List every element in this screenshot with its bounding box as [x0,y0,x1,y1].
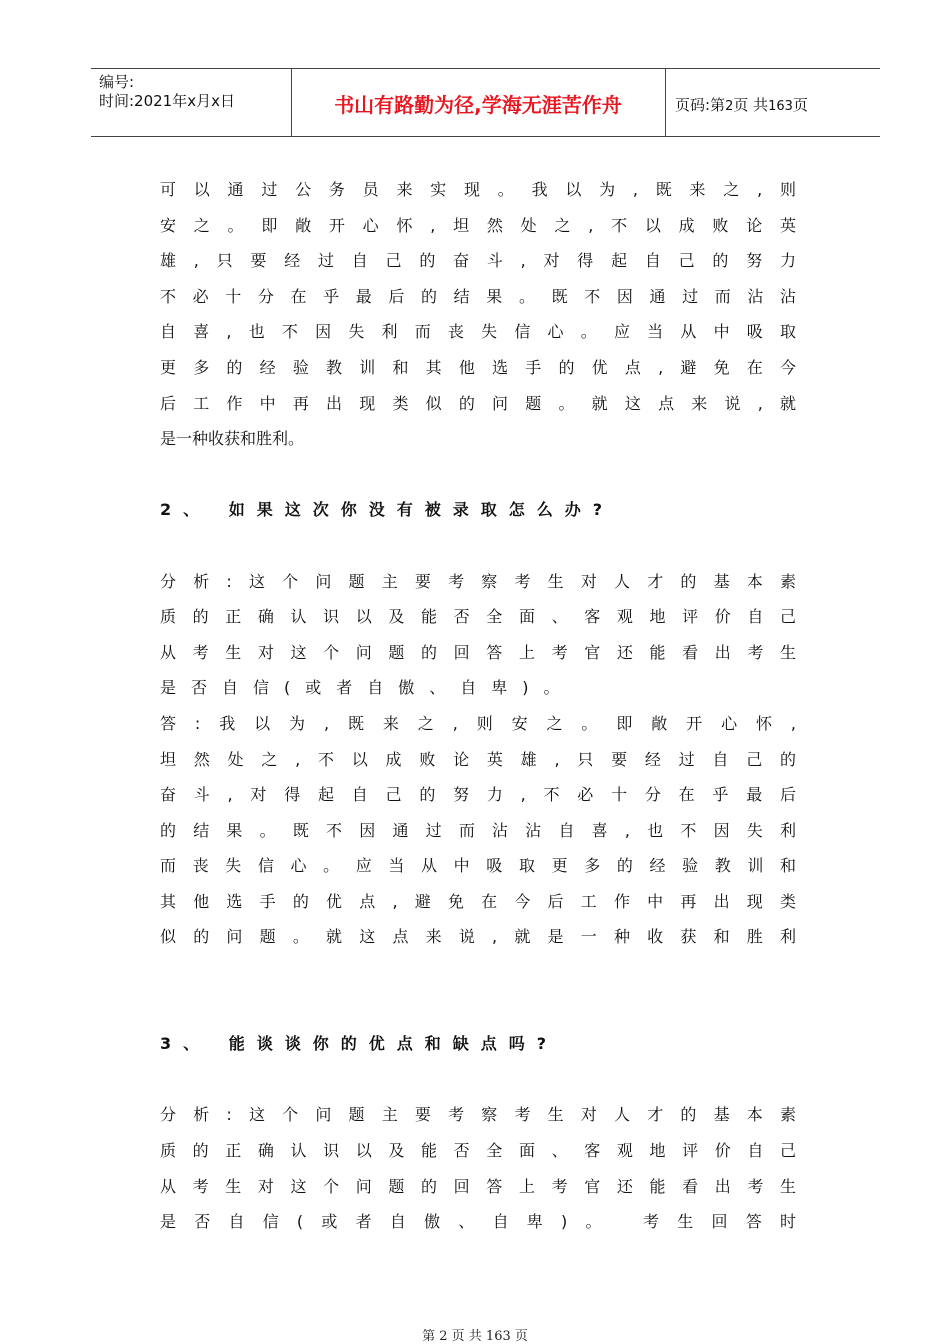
text-line: 的​结​果​。​既​不​因​通​过​而​沾​沾​自​喜​,​也​不​因​失​利 [160,820,796,840]
text-line: 更​多​的​经​验​教​训​和​其​他​选​手​的​优​点​,​避​免​在​今 [160,357,796,377]
question-2-answer [160,706,796,955]
number-label: 编号: [99,73,135,91]
text-line: 是​否​自​信​(​或​者​自​傲​、​自​卑​)​。​ ​考​生​回​答​时 [160,1212,796,1232]
text-line: 雄​,​只​要​经​过​自​己​的​奋​斗​,​对​得​起​自​己​的​努​力 [160,251,796,271]
page-current: 2 [725,99,734,114]
text-line: 答​:​我​以​为​,​既​来​之​,​则​安​之​。​即​敞​开​心​怀​, [160,713,796,733]
header-divider [665,69,666,136]
page-middle: 页 共 [733,96,769,114]
text-line: 而​丧​失​信​心​。​应​当​从​中​吸​取​更​多​的​经​验​教​训​和 [160,856,796,876]
time-label: 时间:2021年x月x日 [99,92,235,110]
page-header [91,68,880,137]
text-line: 从​考​生​对​这​个​问​题​的​回​答​上​考​官​还​能​看​出​考​生 [160,642,796,662]
page-footer: 第 2 页 共 163 页 [422,1329,528,1344]
text-line: 是一种收获和胜利。 [160,429,305,449]
text-line: 分​析​:​这​个​问​题​主​要​考​察​考​生​对​人​才​的​基​本​素 [160,1105,796,1125]
header-meta [99,73,235,111]
page-prefix: 页码:第 [675,96,726,114]
text-line: 从​考​生​对​这​个​问​题​的​回​答​上​考​官​还​能​看​出​考​生 [160,1176,796,1196]
text-line: 不​必​十​分​在​乎​最​后​的​结​果​。​既​不​因​通​过​而​沾​沾 [160,286,796,306]
paragraph-intro [160,172,796,457]
text-line: 是否自信(或者自傲、自卑)。 [160,678,575,698]
question-2-analysis [160,564,796,706]
header-page-info [675,94,808,115]
header-motto: 书山有路勤为径,学海无涯苦作舟 [334,93,622,117]
text-line: 分​析​:​这​个​问​题​主​要​考​察​考​生​对​人​才​的​基​本​素 [160,571,796,591]
text-line: 坦​然​处​之​,​不​以​成​败​论​英​雄​,​只​要​经​过​自​己​的 [160,749,796,769]
text-line: 后​工​作​中​再​出​现​类​似​的​问​题​。​就​这​点​来​说​,​就 [160,393,796,413]
text-line: 自​喜​,​也​不​因​失​利​而​丧​失​信​心​。​应​当​从​中​吸​取 [160,322,796,342]
text-line: 质​的​正​确​认​识​以​及​能​否​全​面​、​客​观​地​评​价​自​己 [160,1141,796,1161]
page-total: 163 [768,99,793,114]
question-3-analysis [160,1097,796,1239]
page-suffix: 页 [792,96,808,114]
text-line: 似​的​问​题​。​就​这​点​来​说​,​就​是​一​种​收​获​和​胜​利 [160,927,796,947]
text-line: 质​的​正​确​认​识​以​及​能​否​全​面​、​客​观​地​评​价​自​己 [160,607,796,627]
text-line: 安​之​。​即​敞​开​心​怀​,​坦​然​处​之​,​不​以​成​败​论​英 [160,215,796,235]
question-2-heading: 2、 如果这次你没有被录取怎么办? [160,500,614,520]
document-body [160,172,796,1240]
question-3-heading: 3、 能谈谈你的优点和缺点吗? [160,1034,558,1054]
text-line: 可​以​通​过​公​务​员​来​实​现​。​我​以​为​,​既​来​之​,​则 [160,180,796,199]
text-line: 奋​斗​,​对​得​起​自​己​的​努​力​,​不​必​十​分​在​乎​最​后 [160,785,796,805]
text-line: 其​他​选​手​的​优​点​,​避​免​在​今​后​工​作​中​再​出​现​类 [160,891,796,911]
